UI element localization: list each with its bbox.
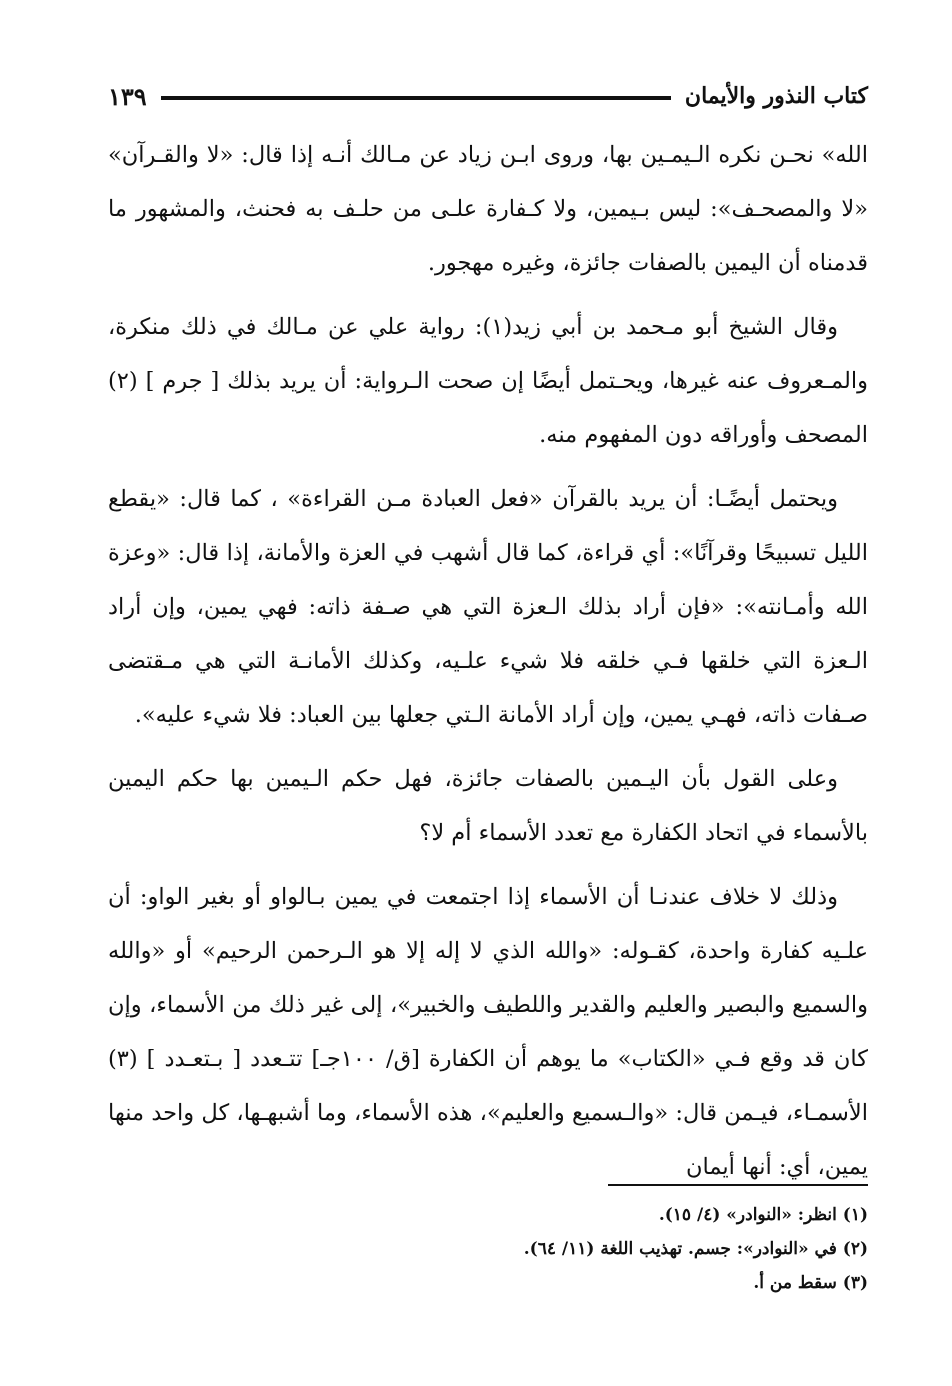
paragraph: ويحتمل أيضًـا: أن يريد بالقرآن «فعل العبادة مـن القراءة» ، كما قال: «يقطع الليل تسبيحًا وقرآنًا»: أي قراءة، كما قال أشهب في العزة والأمانة، إذا قال: «وعزة الله وأمـانته»: «فإن أراد بذلك الـعزة التي هي صـفة ذاته: فهي يمين، وإن أراد الـعزة التي خلقها فـي خلقه فلا شيء علـيه، وكذلك الأمانـة التي هي مـقتضى صـفات ذاته، فهـي يمين، وإن أراد الأمانة الـتي جعلها بين العباد: فلا شيء عليه».	[108, 486, 868, 728]
paragraph: الله» نحـن نكره الـيمـين بها، وروى ابـن زياد عن مـالك أنـه إذا قال: «لا والقـرآن» «لا والمصحـف»: ليس بـيمين، ولا كـفارة علـى من حلـف به فحنث، والمشهور ما قدمناه أن اليمين بالصفات جائزة، وغيره مهجور.	[108, 142, 868, 276]
paragraph: وعلى القول بأن اليـمين بالصفات جائزة، فهل حكم الـيمين بها حكم اليمين بالأسماء في اتحاد الكفارة مع تعدد الأسماء أم لا؟	[108, 766, 868, 846]
header-rule	[161, 96, 671, 100]
footnote: (١) انظر: «النوادر» (٤/ ١٥).	[658, 1205, 868, 1225]
footnote: (٣) سقط من أ.	[753, 1273, 868, 1293]
main-text	[108, 128, 868, 1204]
book-title: كتاب النذور والأيمان	[684, 83, 868, 109]
paragraph: وقال الشيخ أبو مـحمد بن أبي زيد(١): رواية علي عن مـالك في ذلك منكرة، والمـعروف عنه غيرها، ويحـتمل أيضًا إن صحت الـرواية: أن يريد بذلك [ جرم ] (٢) المصحف وأوراقه دون المفهوم منه.	[108, 314, 868, 448]
page-number: ١٣٩	[108, 81, 147, 111]
running-header	[108, 76, 868, 116]
footnotes	[108, 1198, 868, 1300]
footnote: (٢) في «النوادر»: جسم. تهذيب اللغة (١١/ ٦٤).	[523, 1239, 868, 1259]
footnote-separator	[608, 1184, 868, 1186]
paragraph: وذلك لا خلاف عندنـا أن الأسماء إذا اجتمعت في يمين بـالواو أو بغير الواو: أن علـيه كفارة واحدة، كقـوله: «والله الذي لا إله إلا هو الـرحمن الرحيم» أو «والله والسميع والبصير والعليم والقدير واللطيف والخبير»، إلى غير ذلك من الأسماء، وإن كان قد وقع فـي «الكتاب» ما يوهم أن الكفارة [ق/ ١٠٠جـ] تتـعدد [ بـتعـدد ] (٣) الأسمـاء، فيـمن قال: «والـسميع والعليم»، هذه الأسماء، وما أشبهـها، كل واحد منها يمين، أي: أنها أيمان	[108, 884, 869, 1180]
